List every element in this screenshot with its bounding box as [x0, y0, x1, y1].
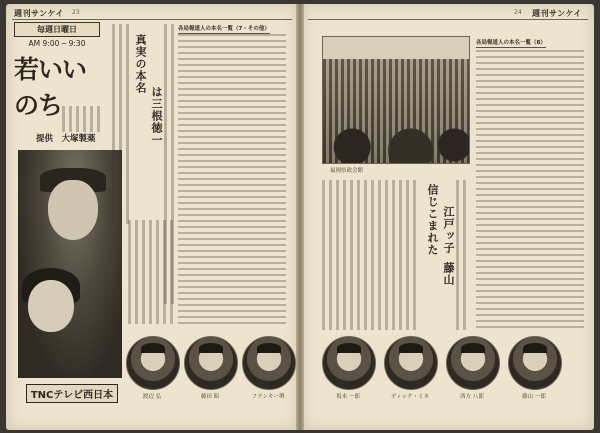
ad-cast-text: [62, 106, 102, 132]
sky: [323, 37, 469, 59]
ad-time: AM 9:00 ─ 9:30: [28, 39, 86, 48]
headline-real-name: 真実の本名: [134, 34, 147, 94]
magazine-title-right: 週刊サンケイ: [532, 9, 582, 18]
tv-advert: [14, 22, 100, 118]
drama-photo: [18, 150, 122, 378]
book-gutter: [296, 4, 304, 430]
name-list-table: [178, 34, 286, 324]
actress-face: [28, 280, 74, 332]
portrait-name-2: 藤田 昭: [200, 394, 220, 400]
portrait-4: [322, 336, 376, 390]
photo-caption: 福岡県政会館: [330, 168, 364, 174]
portrait-2: [184, 336, 238, 390]
headline-mine-tokuichi: は三根徳一: [150, 86, 163, 146]
ad-sponsor: 提供 大塚製薬: [36, 134, 96, 144]
portrait-name-3: フランキー堺: [251, 394, 285, 400]
ad-schedule: 毎週日曜日: [14, 22, 100, 37]
name-list-table-right: [476, 48, 584, 328]
page-number: 23: [72, 9, 80, 16]
portrait-name-7: 藤山 一郎: [522, 394, 546, 400]
name-list-title: 各局報道人の本名一覧（7・その他）: [178, 26, 270, 32]
building-photo: [322, 36, 470, 164]
magazine-title: 週刊サンケイ: [14, 9, 64, 18]
portrait-7: [508, 336, 562, 390]
portrait-name-6: 西方 八郎: [460, 394, 484, 400]
headline-edokko: 江戸ッ子: [442, 206, 455, 254]
headline-believed: 信じこまれた: [426, 184, 439, 256]
portrait-name-1: 渡辺 弘: [142, 394, 162, 400]
page-number-right: 24: [514, 9, 522, 16]
portrait-name-5: ディック・ミネ: [390, 394, 430, 400]
portrait-5: [384, 336, 438, 390]
portrait-1: [126, 336, 180, 390]
article-text-col-1: [112, 24, 130, 224]
article-text-right-1: [322, 180, 418, 330]
article-text-lower: [128, 220, 174, 324]
name-list-title-right: 各局報道人の本名一覧（8）: [476, 40, 546, 46]
header-rule: [12, 19, 292, 20]
headline-fujiyama: 藤山: [442, 262, 455, 286]
portrait-name-4: 坂本 一郎: [336, 394, 360, 400]
station-logo: TNCテレビ西日本: [26, 384, 118, 403]
ad-title: 若いいのち: [14, 55, 87, 120]
article-text-right-2: [456, 180, 470, 330]
trees: [323, 123, 469, 163]
portrait-3: [242, 336, 296, 390]
portrait-6: [446, 336, 500, 390]
header-rule-right: [308, 19, 588, 20]
actor-face: [48, 180, 98, 240]
